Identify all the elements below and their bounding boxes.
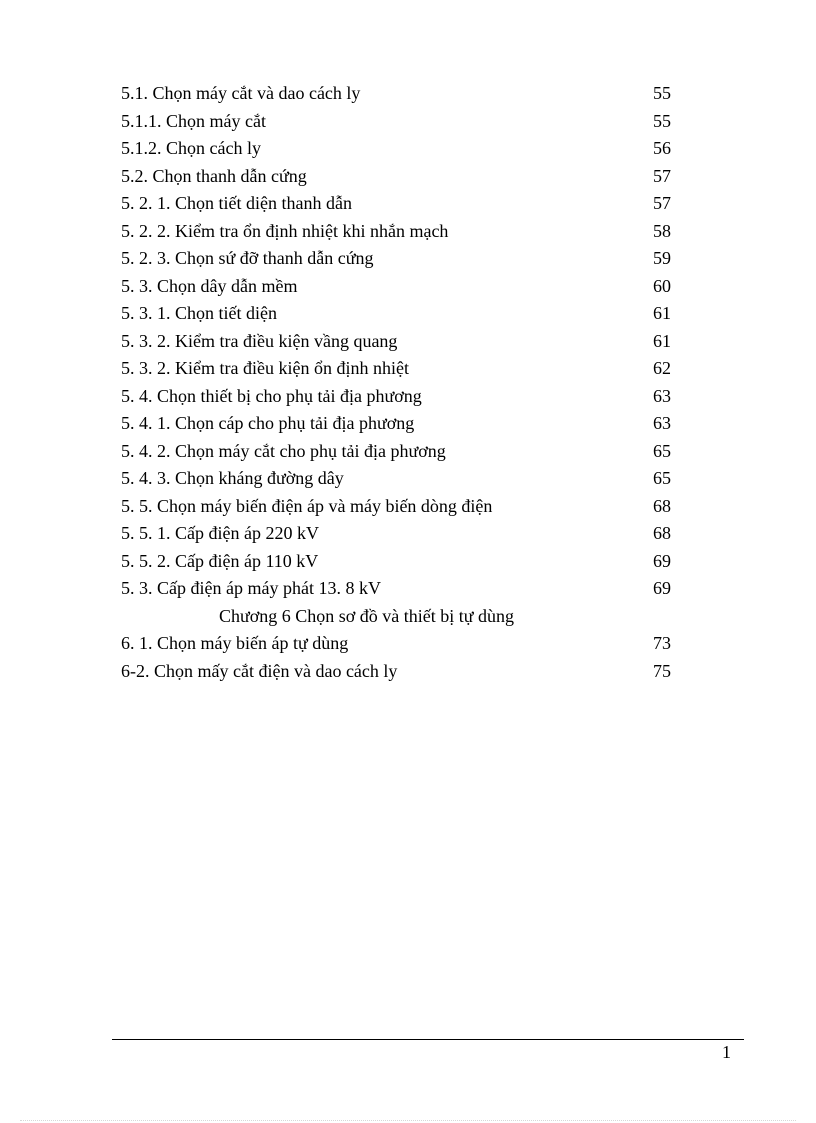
footer-divider bbox=[112, 1039, 744, 1040]
toc-row bbox=[121, 575, 671, 603]
toc-entry-label: 5. 4. 2. Chọn máy cắt cho phụ tải địa phương bbox=[121, 440, 446, 461]
toc-page-number: 61 bbox=[653, 330, 671, 351]
toc-row bbox=[121, 273, 671, 301]
toc-page-number: 69 bbox=[653, 578, 671, 598]
toc-page-number: 57 bbox=[653, 165, 671, 186]
toc-entry-label: 5. 4. 1. Chọn cáp cho phụ tải địa phương bbox=[121, 413, 415, 433]
toc-row bbox=[121, 163, 671, 191]
toc-entry-label: 5. 5. 1. Cấp điện áp 220 kV bbox=[121, 523, 319, 543]
toc-entry-label: 5. 4. 3. Chọn kháng đường dây bbox=[121, 468, 344, 488]
toc-entry-label: 5. 5. Chọn máy biến điện áp và máy biến dòng điện bbox=[121, 495, 493, 516]
toc-page-number: 69 bbox=[653, 550, 671, 571]
toc-entry-label: 5. 3. 1. Chọn tiết diện bbox=[121, 303, 277, 323]
toc-row bbox=[121, 190, 671, 218]
toc-page-number: 58 bbox=[653, 220, 671, 241]
toc-row bbox=[121, 438, 671, 466]
toc-row bbox=[121, 135, 671, 163]
toc-entry-label: 5.1.1. Chọn máy cắt bbox=[121, 110, 266, 131]
table-of-contents bbox=[121, 80, 671, 685]
toc-row bbox=[121, 245, 671, 273]
toc-row bbox=[121, 108, 671, 136]
chapter-title: Chương 6 Chọn sơ đồ và thiết bị tự dùng bbox=[219, 605, 515, 626]
toc-row bbox=[121, 658, 671, 686]
toc-page-number: 63 bbox=[653, 385, 671, 406]
toc-row bbox=[121, 300, 671, 328]
toc-page-number: 56 bbox=[653, 138, 671, 158]
toc-page-number: 63 bbox=[653, 413, 671, 433]
toc-entry-label: 6. 1. Chọn máy biến áp tự dùng bbox=[121, 633, 349, 653]
toc-row bbox=[121, 410, 671, 438]
toc-page-number: 57 bbox=[653, 193, 671, 213]
toc-row bbox=[121, 520, 671, 548]
toc-entry-label: 5. 4. Chọn thiết bị cho phụ tải địa phương bbox=[121, 385, 422, 406]
page-edge-dotted-line bbox=[20, 1120, 796, 1121]
toc-entry-label: 5. 3. 2. Kiểm tra điều kiện vầng quang bbox=[121, 330, 398, 351]
toc-row bbox=[121, 465, 671, 493]
chapter-heading bbox=[121, 603, 671, 631]
toc-page-number: 55 bbox=[653, 83, 671, 103]
toc-entry-label: 5.2. Chọn thanh dẫn cứng bbox=[121, 165, 307, 186]
footer-page-number: 1 bbox=[722, 1042, 731, 1062]
toc-row bbox=[121, 548, 671, 576]
toc-page-number: 73 bbox=[653, 633, 671, 653]
toc-page-number: 75 bbox=[653, 660, 671, 681]
toc-row bbox=[121, 80, 671, 108]
toc-row bbox=[121, 493, 671, 521]
toc-entry-label: 5. 2. 1. Chọn tiết diện thanh dẫn bbox=[121, 193, 352, 213]
toc-page-number: 59 bbox=[653, 248, 671, 268]
toc-row bbox=[121, 630, 671, 658]
toc-page-number: 60 bbox=[653, 275, 671, 296]
toc-page-number: 65 bbox=[653, 440, 671, 461]
toc-page-number: 65 bbox=[653, 468, 671, 488]
toc-page-number: 55 bbox=[653, 110, 671, 131]
toc-page-number: 61 bbox=[653, 303, 671, 323]
toc-entry-label: 5. 5. 2. Cấp điện áp 110 kV bbox=[121, 550, 319, 571]
toc-entry-label: 5.1.2. Chọn cách ly bbox=[121, 138, 261, 158]
toc-entry-label: 5. 2. 2. Kiểm tra ổn định nhiệt khi nhắn mạch bbox=[121, 220, 449, 241]
toc-entry-label: 5.1. Chọn máy cắt và dao cách ly bbox=[121, 83, 361, 103]
toc-entry-label: 5. 3. Chọn dây dẫn mềm bbox=[121, 275, 298, 296]
toc-page-number: 68 bbox=[653, 523, 671, 543]
toc-row bbox=[121, 383, 671, 411]
toc-row bbox=[121, 218, 671, 246]
toc-entry-label: 6-2. Chọn mấy cắt điện và dao cách ly bbox=[121, 660, 398, 681]
toc-row bbox=[121, 328, 671, 356]
toc-entry-label: 5. 2. 3. Chọn sứ đỡ thanh dẫn cứng bbox=[121, 248, 374, 268]
toc-entry-label: 5. 3. 2. Kiểm tra điều kiện ổn định nhiệt bbox=[121, 358, 409, 378]
toc-page-number: 62 bbox=[653, 358, 671, 378]
toc-entry-label: 5. 3. Cấp điện áp máy phát 13. 8 kV bbox=[121, 578, 381, 598]
toc-page-number: 68 bbox=[653, 495, 671, 516]
toc-row bbox=[121, 355, 671, 383]
